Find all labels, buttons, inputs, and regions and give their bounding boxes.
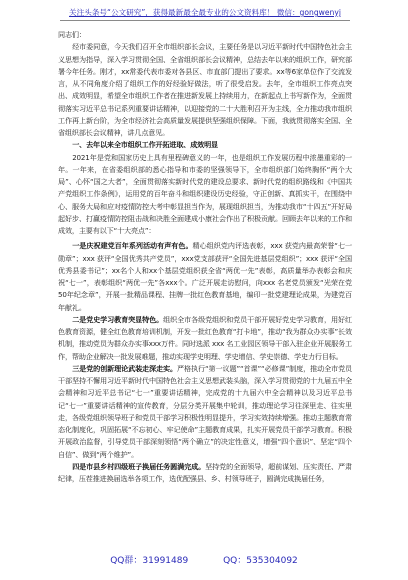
highlight-lead: 三是党的创新理论武装走深走实。	[72, 363, 177, 373]
highlight-lead: 一是庆祝建党百年系列活动有声有色。	[72, 241, 193, 251]
footer-qq: QQ：535304092	[223, 556, 298, 566]
highlight-text: 精心组织党内评选表彰，xxx 获党内最高荣誉“七一勋章”；xxx 获评“全国优秀共产党员”，xxx党支部获评“全国先进基层党组织”；xxx 获评“全国优秀县委书记”；xx名个人和xx个基层党组织获全省“两优一先”表彰，高质量举办表彰会和庆祝“七一”，表彰组织“两优一先”各xxx个。广泛开展走访慰问，向xxx 名老党员颁发“光荣在党50年纪念章”，开展一批精品课程、挂牌一批红色教育基地，编印一批党建理论成果，为建党百年献礼。	[58, 241, 352, 312]
highlight-item	[58, 314, 352, 363]
document-body	[58, 29, 352, 485]
intro-paragraph: 经市委同意，今天我们召开全市组织部长会议，主要任务是以习近平新时代中国特色社会主义思想为指导，深入学习贯彻全国、全省组织部长会议精神，总结去年以来的组织工作，研究部署今年任务。刚才，xx常委代表市委对各县区、市直部门提出了要求。xx等6家单位作了交流发言，从不同角度介绍了组织工作的好经验好做法，听了很受启发。去年，全市组织工作亮点突出、成效明显，希望全市组织工作者在推进新发展上持续用力，在新起点上书写新作为，全面贯彻落实习近平总书记系列重要讲话精神，以迎接党的二十大胜利召开为主线，全力推动我市组织工作再上新台阶，为全市经济社会高质量发展提供坚强组织保障。下面，我就贯彻落实全国、全省组织部长会议精神，讲几点意见。	[58, 42, 352, 137]
highlight-text: 坚持党的全面领导，超前谋划、压实责任、严肃纪律，压茬推进换届选举各项工作，选优配强县、乡、村领导班子，圆满完成换届任务，	[58, 461, 352, 483]
highlight-item	[58, 461, 352, 486]
highlight-lead: 四是市县乡村四级班子换届任务圆满完成。	[72, 461, 206, 471]
footer-qq-group: QQ群：31991489	[110, 556, 189, 566]
section-heading: 一、去年以来全市组织工作开拓进取、成效明显	[72, 140, 219, 150]
banner-link[interactable]: 关注头条号“公文研究”，获得最新最全最专业的公文资料库！ 微信：gongwenyj	[69, 8, 341, 17]
section-paragraph: 2021年是党和国家历史上具有里程碑意义的一年，也是组织工作发展历程中浓墨重彩的一年。一年来，在省委组织部的悉心指导和市委的坚强领导下，全市组织部门始终胸怀“两个大局”、心怀“国之大者”，全面贯彻落实新时代党的建设总要求、新时代党的组织路线和《中国共产党组织工作条例》，运用党的百年奋斗和组织建设历史经验，守正创新、真抓实干，在围绕中心、服务大局和应对疫情防控大考中彰显担当作为，展现组织担当，为推动我市“十四五”开好局起好步、打赢疫情防控阻击战和决胜全面建成小康社会作出了积极贡献。回顾去年以来的工作和成效，主要有以下“十大亮点”：	[58, 152, 352, 235]
highlight-lead: 二是党史学习教育突显特色。	[72, 314, 164, 324]
salutation: 同志们：	[58, 30, 86, 39]
highlight-item	[58, 363, 352, 461]
highlight-text: 严格执行“第一议题”“首课”“必修课”制度，推动全市党员干部坚持不懈用习近平新时代中国特色社会主义思想武装头脑，深入学习贯彻党的十九届五中全会精神和习近平总书记“七一”重要讲话精神，完成党的十九届六中全会精神以及习近平总书记“七一”重要讲话精神的宣传教育，分层分类开展集中轮训，推动理论学习往深里走、往实里走，各级党组织领导班子和党员干部学习积极性明显提升，学习实效持续增强。推动主题教育常态化制度化，巩固拓展“不忘初心、牢记使命”主题教育成果，扎实开展党员干部学习教育。积极开展政治监督，引导党员干部深刻领悟“两个确立”的决定性意义，增强“四个意识”、坚定“四个自信”、做到“两个维护”。	[58, 363, 352, 459]
page-footer	[0, 555, 408, 567]
highlight-text: 组织全市各级党组织和党员干部开展好党史学习教育，用好红色教育资源，健全红色教育培训机制，开发一批红色教育“打卡地”，推动“我为群众办实事”长效机制，推动党员为群众办实事xxx万件。同时选派 xxx 名工业园区领导干部入驻企业开展服务工作，帮助企业解决一批发展难题，推动实现学史明理、学史增信、学史崇德、学史力行目标。	[58, 314, 352, 361]
highlight-item	[58, 240, 352, 314]
top-banner	[60, 5, 350, 21]
